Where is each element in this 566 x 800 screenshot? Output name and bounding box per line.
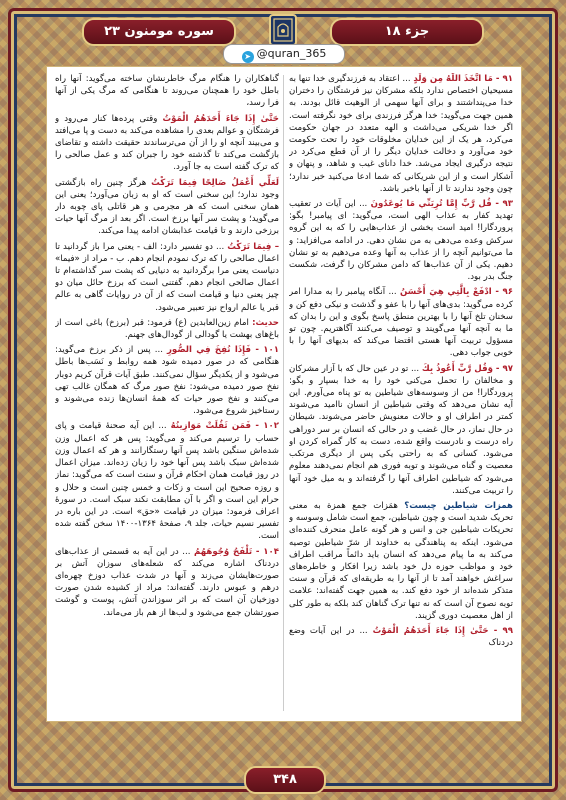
verse-quote: لَعَلِّي أَعْمَلُ صَالِحًا فِيمَا تَرَكْتُ	[151, 177, 279, 188]
verse-quote: ادْفَعْ بِالَّتِي هِيَ أَحْسَنُ	[399, 287, 496, 298]
verse-quote: – فِيمَا تَرَكْتُ	[227, 241, 279, 252]
verse-quote: حَتَّىٰ إِذَا جَاءَ أَحَدَهُمُ الْمَوْتُ	[372, 625, 494, 636]
commentary-paragraph	[55, 344, 279, 417]
verse-number: ۱۰۱ -	[255, 345, 279, 356]
page-header	[82, 14, 484, 48]
commentary-text: ... پس از ذکر برزخ می‌گوید: هنگامی که در صور دمیده شود همه روابط و نَسَب‌ها باطل می‌شود و از یکدیگر سؤال نمی‌کنند. طبق آیات قرآن کریم دوبار نفخ صور دمیده می‌شود: نفخ صور مرگ که همگان غالب تهی می‌کنند و نفخ صور حیات که همهٔ انسان‌ها زنده می‌شوند و رستاخیز شروع می‌شود.	[55, 345, 279, 417]
surah-title: سوره مومنون ۲۳	[82, 18, 236, 46]
commentary-text: ... این آیات در تعقیب تهدید کفار به عذاب الهی است، می‌گوید: ای پیامبر! بگو: پروردگارا! امید است بخشی از عذاب‌هایی را که به این گروه سرکش وعده می‌دهی به من نشان دهی. در ادامه می‌افزاید: و ما می‌توانیم آنچه را از عذاب به آنها وعده می‌دهیم به تو نشان دهیم. یکی از آن عذاب‌ها که دامن مشرکان را گرفت، شکست جنگ بدر بود.	[289, 199, 513, 283]
commentary-paragraph	[55, 420, 279, 542]
commentary-text: ... دو تفسیر دارد: الف - یعنی مرا باز گردانید تا اعمال صالحی را که ترک نمودم انجام دهم. ب - مراد از «فیما» دنیاست یعنی مرا برگردانید به دنیایی که پشت سر گذاشته‌ام تا اعمال صالحی انجام دهم. گفتنی است که برزخ حائل میان دو چیز یعنی دنیا و قیامت است که از آن در روایات گاهی به عالم قبر یا عالم ارواح نیز تعبیر می‌شود.	[55, 241, 279, 313]
telegram-icon: ➤	[242, 51, 254, 63]
right-column	[289, 73, 513, 713]
verse-quote: همزات شیاطین چیست؟	[404, 500, 513, 511]
commentary-paragraph	[289, 73, 513, 195]
commentary-text: هرگز چنین راه بازگشتی وجود ندارد؛ این سخنی است که او به زبان می‌آورد؛ یعنی این همان سخنی است که هر مجرمی و هر قاتلی پای چوبه دار می‌گوید؛ و پشت سر آنها برزخ است. اگر بعد از مرگ آنها حیات برزخی دارند و تا قیامت عذابشان ادامه پیدا می‌کند.	[55, 177, 279, 237]
verse-number: ۹۳ -	[495, 199, 513, 210]
verse-quote: فَمَن ثَقُلَتْ مَوَازِينُهُ	[170, 421, 256, 432]
verse-quote: حَتَّىٰ إِذَا جَاءَ أَحَدَهُمُ الْمَوْتُ	[162, 113, 279, 124]
verse-quote: حدیث:	[252, 317, 279, 328]
commentary-paragraph	[55, 317, 279, 341]
commentary-paragraph	[289, 500, 513, 622]
verse-number: ۹۶ -	[495, 287, 513, 298]
verse-number: ۹۹ -	[493, 625, 513, 636]
commentary-text: همَزات جمع همزة به معنی تحریک شدید است و چون شیاطین، جمع است شامل وسوسه و تحریکات شیاطین جن و انس و هر گونه عامل منحرف کننده‌ای می‌شود. اینکه به پناهندگی به خداوند از شرّ شیاطین توصیه می‌کند به ما پیام می‌دهد که انسان باید دائماً مراقب اطراف خود و مواظب حوزه دل خود باشد زیرا افکار و خاطره‌های سراغش خواهند آمد تا از آنها را به طریقه‌ای که قرآن و سنت متذکر شده‌اند از خود دفع کند. به همین جهت گفته‌اند: علامت توبه نصوح آن است که نه تنها ترک گناهان کند بلکه به طور کلی از اهل معصیت دوری گزیند.	[289, 500, 513, 621]
commentary-paragraph	[55, 546, 279, 619]
verse-quote: مَا اتَّخَذَ اللَّهُ مِن وَلَدٍ	[413, 74, 496, 84]
verse-number: ۱۰۲ -	[255, 421, 279, 432]
juz-label: جزء ۱۸	[330, 18, 484, 46]
verse-quote: قُل رَّبِّ إِمَّا تُرِيَنِّي مَا يُوعَدُونَ	[370, 199, 496, 210]
commentary-paragraph	[289, 198, 513, 283]
verse-quote: تَلْفَحُ وُجُوهَهُمُ	[193, 546, 256, 557]
commentary-paragraph	[289, 363, 513, 497]
commentary-text: ... در این آیه به قسمتی از عذاب‌های دردناک اشاره می‌کند که شعله‌های سوزان آتش بر صورت‌هایشان می‌زند و آنها در شدت عذاب دوزخ چهره‌ای درهم و عبوس دارند. گفته‌اند: مراد از کشیده شدن صورت دوزخیان آن است که بر اثر سوزاندن آتش، پوست و گوشت صورتشان جمع می‌شود و لب‌ها از هم باز می‌ماند.	[55, 546, 279, 618]
commentary-text: ... این آیه صحنهٔ قیامت و پای حساب را ترسیم می‌کند و می‌گوید: پس هر که اعمال وزن شده‌اش سنگین باشد پس آنها رستگارانند و هر که اعمال وزن شده‌اش سبک باشد پس آنها خود را زیان زده‌اند. میزان اعمال در روز قیامت همان احکام قرآن و سنت است که می‌گوید: نماز و روزه صحیح این است و زکات و خمس چنین است و حلال و حرام این است و اگر با آن مطابقت نکند سبک است. در سورهٔ اعراف فرمود: میزان در قیامت «حق» است. در این باره در تفسیر نسیم حیات، جلد ۹، صفحهٔ ۱۳۶۴-۱۴۰۰ سخن گفته شده است.	[55, 421, 279, 542]
verse-quote: فَإِذَا نُفِخَ فِي الصُّورِ	[166, 345, 256, 356]
commentary-text: ... تو در عین حال که با آزار مشرکان و مخالفان را تحمل می‌کنی خود را به خدا بسپار و بگو: پروردگارا! من از وسوسه‌های شیاطین به تو پناه می‌آورم. این آیه نشان می‌دهد که وقتی شیاطین از انسان ناامید می‌شوند کمتر در اطراف او و حالات معنویش حاضر می‌شوند. شیطان در حال نماز، در حال غضب و در حالی که انسان بر سر دوراهی راه درست و نادرست واقع شده، دست به کار گمراه کردن او می‌شود. کسانی که به راحتی یکی پس از دیگری مرتکب معصیت و گناه می‌شوند و توبه فوری هم انجام نمی‌دهند معلوم می‌شود که شیاطین اطراف آنها را گرفته‌اند و به میل خود آنها را تربیت می‌کنند.	[289, 363, 513, 496]
commentary-text: گناهکاران را هنگام مرگ خاطرنشان ساخته می‌گوید: آنها راه باطل خود را همچنان می‌روند تا هنگامی که مرگ یکی از آنها فرا رسد،	[55, 74, 279, 109]
page-number: ۳۴۸	[244, 766, 326, 794]
verse-number: ۱۰۴ -	[255, 546, 279, 557]
commentary-paragraph	[289, 625, 513, 649]
page-content	[46, 66, 522, 722]
handle-text: @quran_365	[256, 47, 327, 60]
commentary-text: ... اعتقاد به فرزندگیری خدا تنها به مسیحیان اختصاص ندارد بلکه مشرکان نیز فرشتگان را دختران خدا می‌پنداشتند و برای آنها سهمی از الوهیت قائل بودند. به همین جهت می‌گوید: خدا هرگز فرزندی برای خود نگرفته است. اگر خدا شریکی می‌داشت و الهه متعدد در جهان حکومت می‌کرد، هر یک از این خدایان مخلوقات خود را تحت حکومت خود می‌آورد و دخالت خدایان دیگر را از آن قطع می‌کرد در نتیجه درگیری ایجاد می‌شد. خدا دانای غیب و شاهد، و پنهان و آشکار است و از این شریکانی که شما ادعا می‌کنید خبر ندارد؛ چون وجود ندارند تا از آنها باخبر باشد.	[289, 74, 513, 194]
verse-number: ۹۷ -	[495, 363, 513, 374]
quran-emblem-icon	[269, 14, 297, 46]
commentary-paragraph	[55, 73, 279, 110]
commentary-text: ... در این آیات وضع دردناک	[289, 625, 513, 649]
commentary-text: وقتی پرده‌ها کنار می‌رود و فرشتگان و عوالم بعدی را مشاهده می‌کند به دست و پا می‌افتد و می‌بیند آنچه او را از آن می‌ترساندند حقیقت داشته و تقاضای بازگشت می‌کند تا گذشته خود را جبران کند و عمل صالحی را که ترک گفته است به جا آورد.	[55, 113, 279, 173]
channel-handle[interactable]	[223, 44, 345, 64]
commentary-paragraph	[55, 113, 279, 174]
commentary-text: ... آنگاه پیامبر را به مدارا امر کرده می‌گوید: بدی‌های آنها را با عفو و گذشت و نیکی دفع کن و سخنان تلخ آنها را با بهترین منطق پاسخ بگوی و این را بدان که ما به آنچه آنها می‌گویند و توصیف می‌کنند آگاهتریم. چون تو مسؤول تربیت آنها هستی اقتضا می‌کند که بدیهای آنها را با خوبی جواب دهی.	[289, 287, 513, 359]
commentary-paragraph	[55, 241, 279, 314]
commentary-paragraph	[289, 286, 513, 359]
commentary-text: امام زین‌العابدین (ع) فرمود: قبر (برزخ) باغی است از باغ‌های بهشت یا گودالی از گودال‌های جهنم.	[55, 317, 279, 341]
verse-quote: وَقُل رَّبِّ أَعُوذُ بِكَ	[421, 363, 496, 374]
verse-number: ۹۱ -	[495, 74, 513, 84]
left-column	[55, 73, 279, 713]
column-divider	[283, 75, 284, 711]
commentary-paragraph	[55, 177, 279, 238]
